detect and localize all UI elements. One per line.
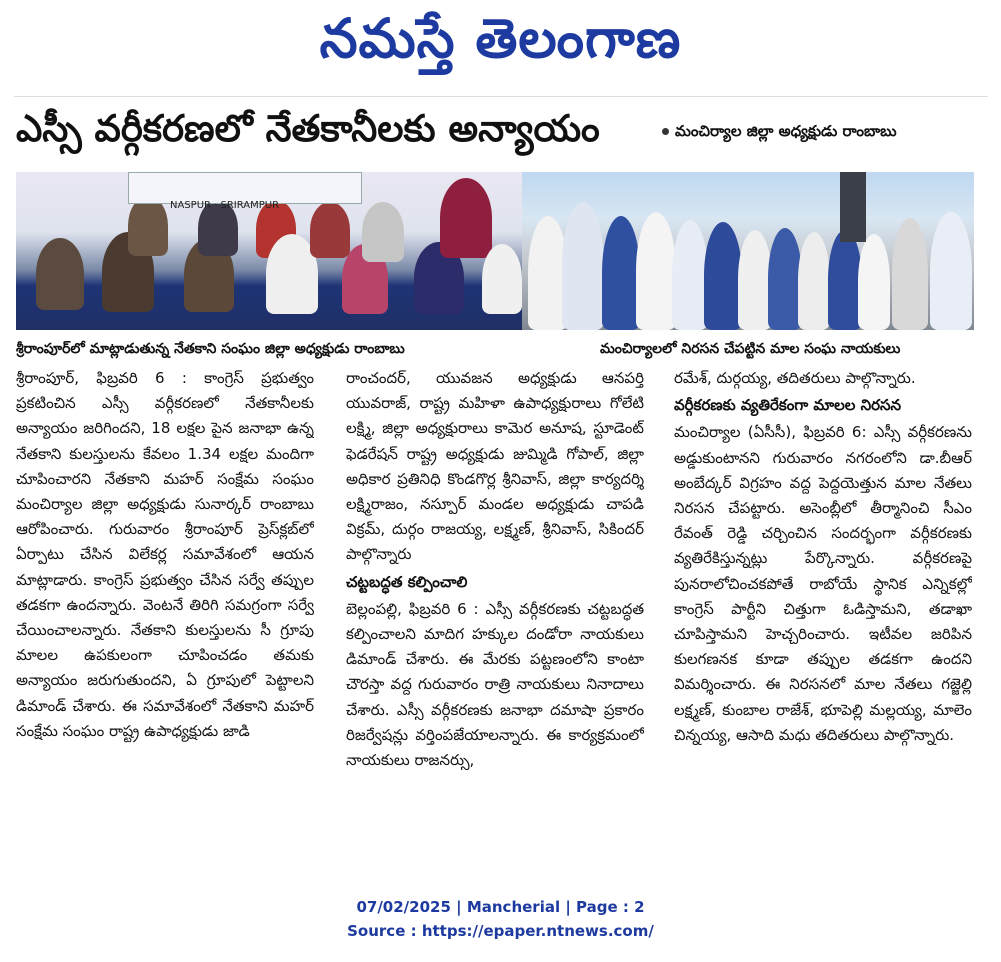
- bullet-icon: [662, 128, 669, 135]
- column-1-text: శ్రీరాంపూర్, ఫిబ్రవరి 6 : కాంగ్రెస్ ప్రభుత్వం ప్రకటించిన ఎస్సీ వర్గీకరణలో నేతకానీలకు అన్యాయం జరిగిందని, 18 లక్షల పైన జనాభా ఉన్న నేతకాని కులస్తులను కేవలం 1.34 లక్షల మందిగా చూపించారని నేతకాని మహర్ సంక్షేమ సంఘం మంచిర్యాల జిల్లా అధ్యక్షుడు సునార్కర్ రాంబాబు ఆరోపించారు. గురువారం శ్రీరాంపూర్ ప్రెస్‌క్లబ్‌లో ఏర్పాటు చేసిన విలేకర్ల సమావేశంలో ఆయన మాట్లాడారు. కాంగ్రెస్ ప్రభుత్వం చేసిన సర్వే తప్పుల తడకగా ఉందన్నారు. వెంటనే తిరిగి సమగ్రంగా సర్వే చేయించాలన్నారు. నేతకాని కులస్తులను సీ గ్రూపు మాలల ఉపకులంగా చూపించడం తమకు అన్యాయం జరుగుతుందని, ఏ గ్రూపులో పెట్టాలని డిమాండ్ చేశారు. ఈ సమావేశంలో నేతకాని మహర్ సంక్షేమ సంఘం రాష్ట్ర ఉపాధ్యక్షుడు జాడి: [16, 369, 314, 740]
- masthead-title: నమస్తే తెలంగాణ: [319, 7, 682, 70]
- photo-caption-left: శ్రీరాంపూర్‌లో మాట్లాడుతున్న నేతకాని సంఘం జిల్లా అధ్యక్షుడు రాంబాబు: [16, 341, 405, 357]
- column-2-text-b: బెల్లంపల్లి, ఫిబ్రవరి 6 : ఎస్సీ వర్గీకరణకు చట్టబద్ధత కల్పించాలని మాదిగ హక్కుల దండోరా నాయకులు డిమాండ్ చేశారు. ఈ మేరకు పట్టణంలోని కాంటా చౌరస్తా వద్ద గురువారం రాత్రి నాయకులు నినాదాలు చేశారు. ఎస్సీ వర్గీకరణకు జనాభా దమాషా ప్రకారం రిజర్వేషన్లు వర్తింపజేయాలన్నారు. ఈ కార్యక్రమంలో నాయకులు రాజనర్సు,: [346, 599, 644, 770]
- article-column-3: [674, 366, 972, 862]
- protest-photo: [522, 172, 974, 330]
- column-3-text-a: రమేశ్, దుర్గయ్య, తదితరులు పాల్గొన్నారు.: [674, 369, 916, 387]
- column-3-subheading: వర్గీకరణకు వ్యతిరేకంగా మాలల నిరసన: [674, 396, 902, 415]
- article-subhead: [662, 116, 992, 146]
- photo-caption-right: మంచిర్యాలలో నిరసన చేపట్టిన మాల సంఘ నాయకులు: [600, 341, 901, 357]
- article-column-2: [346, 366, 644, 862]
- footer-source: Source : https://epaper.ntnews.com/: [347, 922, 654, 940]
- article-column-1: [16, 366, 314, 862]
- newspaper-masthead: [0, 4, 1001, 74]
- column-2-subheading: చట్టబద్ధత కల్పించాలి: [346, 572, 468, 591]
- column-2-text-a: రాంచందర్, యువజన అధ్యక్షుడు ఆనపర్తి యువరాజ్, రాష్ట్ర మహిళా ఉపాధ్యక్షురాలు గోలేటి లక్ష్మి, జిల్లా అధ్యక్షురాలు కామెర అనూష, స్టూడెంట్ ఫెడరేషన్ రాష్ట్ర అధ్యక్షుడు జుమ్మిడి గోపాల్, జిల్లా అధికార ప్రతినిధి కొండగొర్ల శ్రీనివాస్, జిల్లా కార్యదర్శి లక్ష్మిరాజం, నస్పూర్ మండల అధ్యక్షుడు చాపడి విక్రమ్, దుర్గం రాజయ్య, లక్ష్మణ్, శ్రీనివాస్, సికిందర్ పాల్గొన్నారు: [346, 369, 644, 564]
- subhead-text: మంచిర్యాల జిల్లా అధ్యక్షుడు రాంబాబు: [675, 122, 897, 140]
- article-headline: ఎస్సీ వర్గీకరణలో నేతకానీలకు అన్యాయం: [16, 107, 600, 150]
- banner-text: NASPUR · SRIRAMPUR: [170, 200, 280, 211]
- footer-date-edition: 07/02/2025 | Mancherial | Page : 2: [356, 898, 645, 916]
- column-3-text-b: మంచిర్యాల (ఏసీసీ), ఫిబ్రవరి 6: ఎస్సీ వర్గీకరణను అడ్డుకుంటానని గురువారం నగరంలోని డా.బీఆర్ అంబేద్కర్ విగ్రహం వద్ద పెద్దయెత్తున మాల నేతలు నిరసన చేపట్టారు. అసెంబ్లీలో తీర్మానించి సీఎం రేవంత్ రెడ్డి చర్చించిన సందర్భంగా వర్గీకరణకు వ్యతిరేకిస్తున్నట్లు పేర్కొన్నారు. వర్గీకరణపై పునరాలోచించకపోతే రాబోయే స్థానిక ఎన్నికల్లో కాంగ్రెస్ పార్టీని చిత్తుగా ఓడిస్తామని, తడాఖా చూపిస్తామని హెచ్చరించారు. ఇటీవల జరిపిన కులగణనక కూడా తప్పుల తడకగా ఉందని విమర్శించారు. ఈ నిరసనలో మాల నేతలు గజ్జెల్లి లక్ష్మణ్, కుంబాల రాజేశ్, భూపెల్లి మల్లయ్య, మాలెం చిన్నయ్య, ఆసాది మధు తదితరులు పాల్గొన్నారు.: [674, 423, 972, 744]
